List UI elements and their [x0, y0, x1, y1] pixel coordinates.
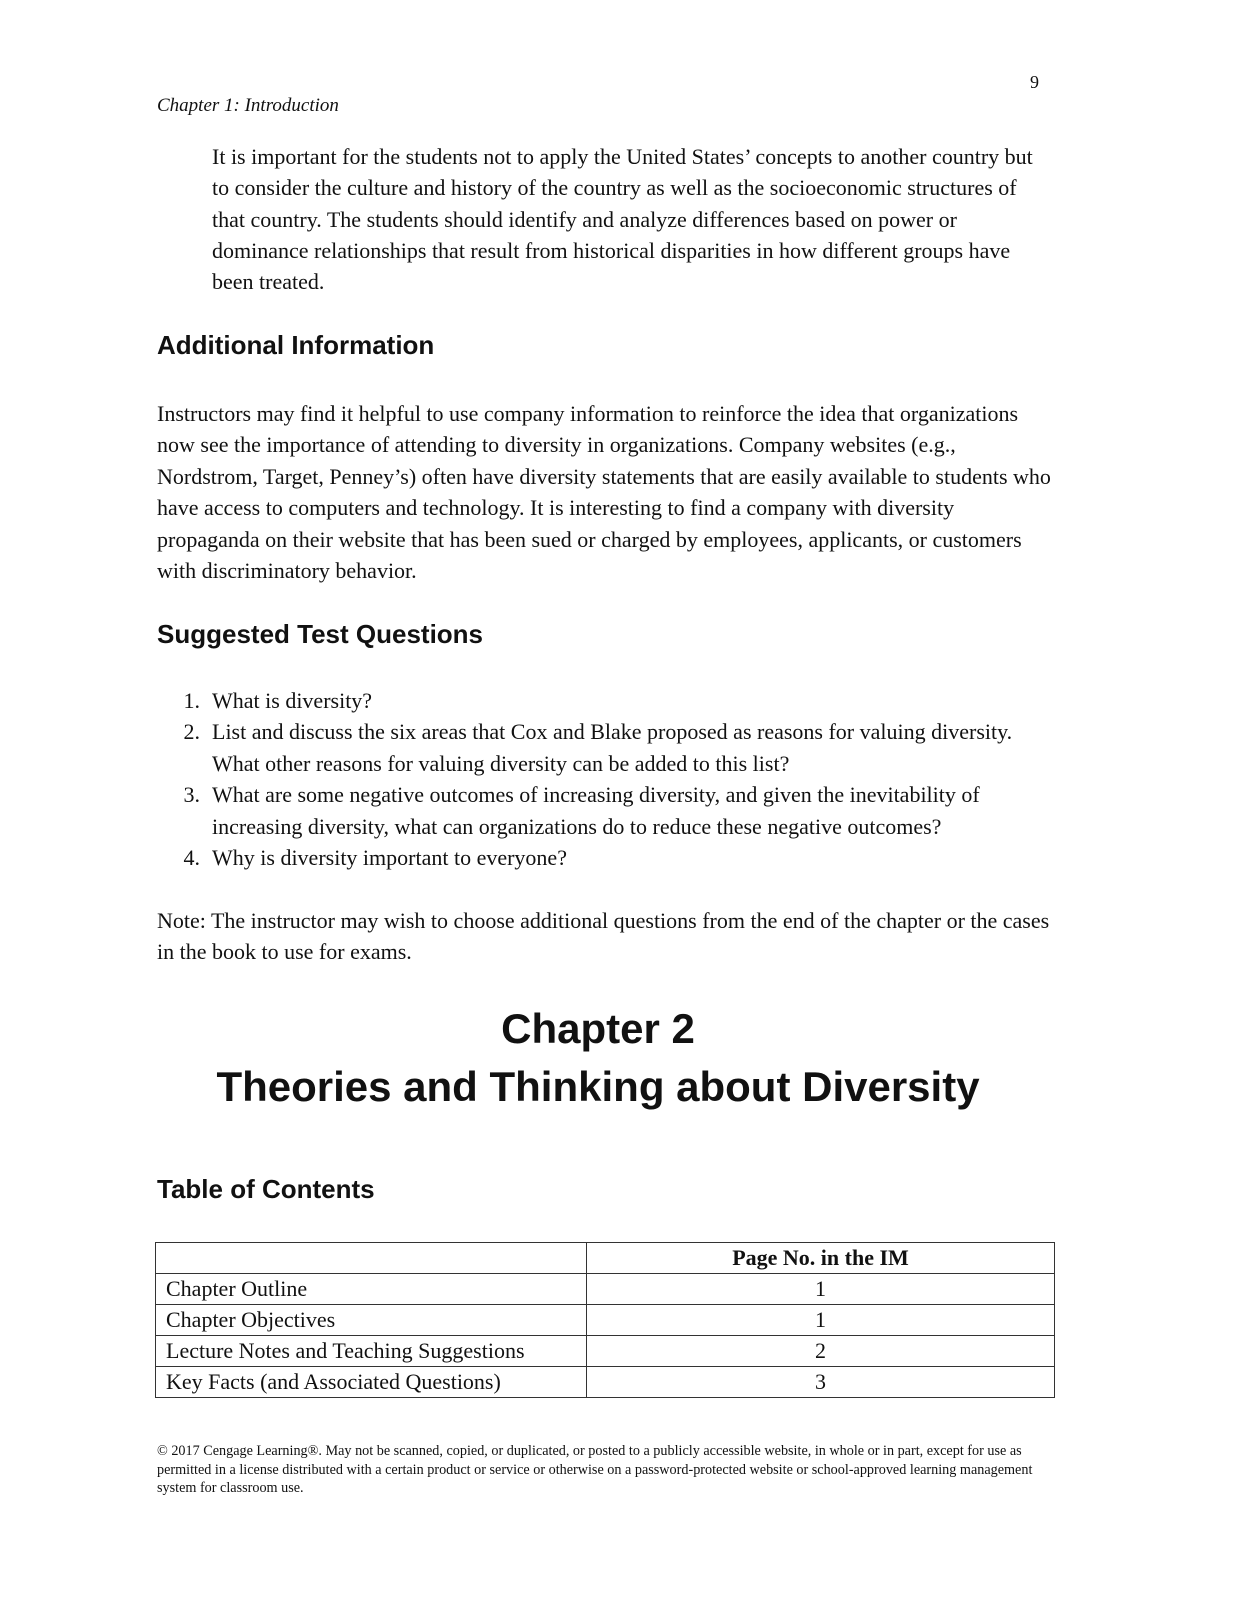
table-row [156, 1305, 1055, 1336]
table-header-cell [156, 1243, 587, 1274]
toc-heading: Table of Contents [157, 1174, 375, 1204]
list-item [157, 779, 1052, 842]
chapter-number-line: Chapter 2 [501, 1005, 695, 1052]
question-text: What are some negative outcomes of increasing diversity, and given the inevitability of increasing diversity, what can organizations do to reduce these negative outcomes? [212, 782, 980, 839]
intro-paragraph: It is important for the students not to apply the United States’ concepts to another country but to consider the culture and history of the country as well as the socioeconomic structures of that country. The students should identify and analyze differences based on power or dominance relationships that result from historical disparities in how different groups have been treated. [212, 144, 1033, 295]
table-header-cell: Page No. in the IM [587, 1243, 1055, 1274]
copyright-footer: © 2017 Cengage Learning®. May not be scanned, copied, or duplicated, or posted to a publicly accessible website, in whole or in part, except for use as permitted in a license distributed with a certain product or service or otherwise on a password-protected website or school-approved learning management system for classroom use. [157, 1443, 1033, 1496]
running-head: Chapter 1: Introduction [157, 95, 339, 116]
question-number: 1. [183, 688, 200, 713]
chapter-title [0, 1000, 1196, 1116]
chapter-title-line: Theories and Thinking about Diversity [216, 1063, 980, 1110]
table-header-row [156, 1243, 1055, 1274]
note-paragraph: Note: The instructor may wish to choose additional questions from the end of the chapter or the cases in the book to use for exams. [157, 908, 1050, 965]
question-text: Why is diversity important to everyone? [212, 845, 567, 871]
question-number: 2. [183, 719, 200, 745]
question-text: List and discuss the six areas that Cox and Blake proposed as reasons for valuing diversity. What other reasons for valuing diversity can be added to this list? [212, 719, 1013, 776]
page-number: 9 [1030, 72, 1039, 92]
additional-information-paragraph: Instructors may find it helpful to use company information to reinforce the idea that organizations now see the importance of attending to diversity in organizations. Company websites (e.g., Nordstrom, Target, Penney’s) often have diversity statements that are easily available to students who have access to computers and technology. It is interesting to find a company with diversity propaganda on their website that has been sued or charged by employees, applicants, or customers with discriminatory behavior. [157, 401, 1051, 584]
list-item [157, 842, 1052, 873]
question-text: What is diversity? [212, 688, 373, 713]
toc-item: Key Facts (and Associated Questions) [156, 1367, 587, 1398]
toc-table [155, 1242, 1055, 1398]
list-item [157, 716, 1052, 779]
list-item [157, 685, 1052, 716]
table-row [156, 1274, 1055, 1305]
additional-information-heading: Additional Information [157, 330, 435, 360]
toc-item: Chapter Objectives [156, 1305, 587, 1336]
toc-page: 2 [587, 1336, 1055, 1367]
table-row [156, 1367, 1055, 1398]
question-list [157, 685, 1052, 873]
toc-page: 1 [587, 1305, 1055, 1336]
toc-item: Lecture Notes and Teaching Suggestions [156, 1336, 587, 1367]
question-number: 3. [183, 782, 200, 808]
toc-page: 3 [587, 1367, 1055, 1398]
table-row [156, 1336, 1055, 1367]
suggested-test-questions-heading: Suggested Test Questions [157, 619, 484, 649]
toc-item: Chapter Outline [156, 1274, 587, 1305]
toc-page: 1 [587, 1274, 1055, 1305]
question-number: 4. [183, 845, 200, 871]
